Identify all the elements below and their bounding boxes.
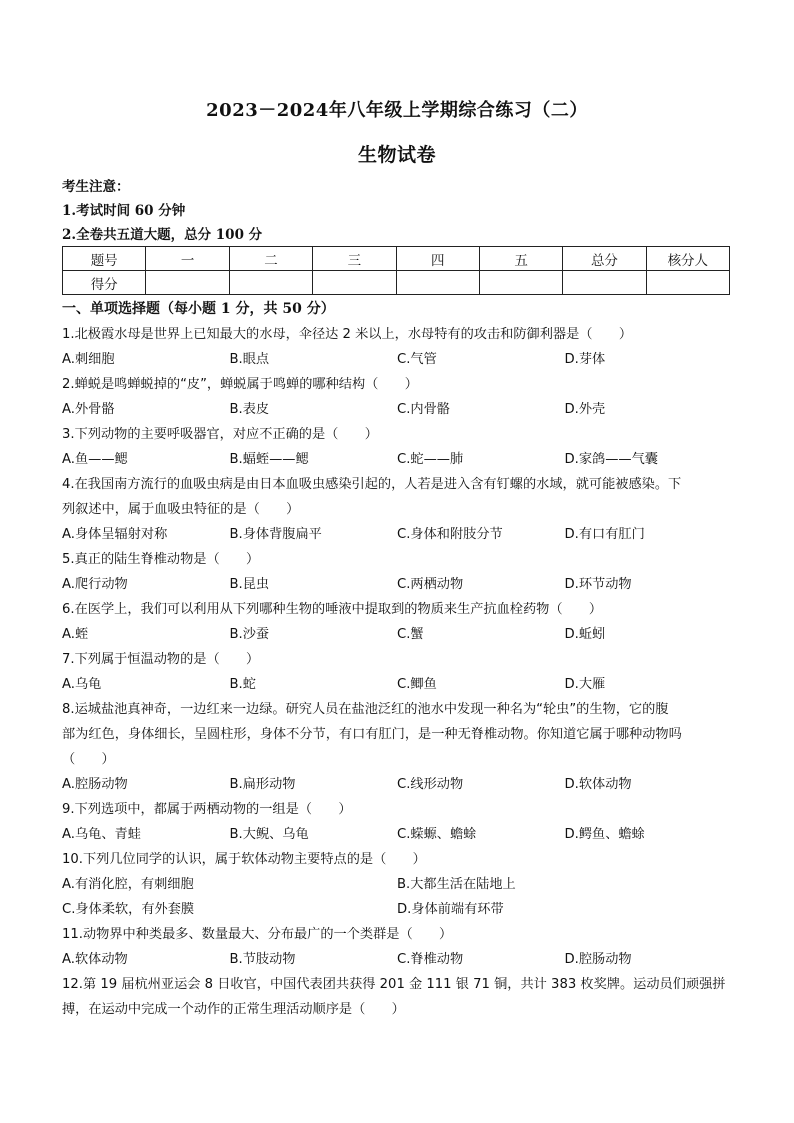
- answer-option: B.扁形动物: [229, 777, 296, 792]
- question-item: [62, 472, 732, 547]
- question-stem: 11.动物界中种类最多、数量最大、分布最广的一个类群是（ ）: [62, 927, 453, 942]
- question-item: [62, 797, 732, 847]
- answer-option: B.沙蚕: [229, 627, 270, 642]
- answer-option: C.蛇——肺: [397, 452, 464, 467]
- notes-heading: 考生注意：: [62, 179, 130, 195]
- exam-title: 2023－2024年八年级上学期综合练习（二）: [206, 100, 588, 121]
- note-total: 2.全卷共五道大题，总分 100 分: [62, 227, 263, 243]
- answer-option: D.环节动物: [564, 577, 632, 592]
- question-item: [62, 697, 732, 797]
- answer-option: B.眼点: [229, 352, 270, 367]
- score-cell: 一: [146, 247, 229, 271]
- score-table: [62, 246, 730, 295]
- question-item: [62, 322, 732, 372]
- option-row: [62, 672, 732, 697]
- answer-option: A.乌龟、青蛙: [62, 827, 141, 842]
- question-item: [62, 597, 732, 647]
- question-item: [62, 847, 732, 922]
- exam-notes: [62, 175, 742, 247]
- question-item: [62, 547, 732, 597]
- answer-option: A.乌龟: [62, 677, 102, 692]
- option-row: [62, 822, 732, 847]
- score-cell: [563, 271, 646, 295]
- question-stem: 7.下列属于恒温动物的是（ ）: [62, 652, 260, 667]
- answer-option: C.两栖动物: [397, 577, 464, 592]
- score-cell: 总分: [563, 247, 646, 271]
- exam-subtitle: 生物试卷: [357, 144, 436, 166]
- question-stem: 3.下列动物的主要呼吸器官，对应不正确的是（ ）: [62, 427, 378, 442]
- score-cell: 五: [479, 247, 562, 271]
- question-list: [62, 322, 732, 1022]
- option-row: [62, 622, 732, 647]
- option-row: [62, 947, 732, 972]
- score-header-row: [63, 247, 730, 271]
- question-stem: 搏，在运动中完成一个动作的正常生理活动顺序是（ ）: [62, 1002, 405, 1017]
- question-stem: 10.下列几位同学的认识，属于软体动物主要特点的是（ ）: [62, 852, 426, 867]
- question-stem: 4.在我国南方流行的血吸虫病是由日本血吸虫感染引起的，人若是进入含有钉螺的水域，就可能被感染。下: [62, 477, 682, 492]
- option-row: [62, 872, 732, 897]
- answer-option: A.鱼——鳃: [62, 452, 128, 467]
- question-stem: （ ）: [62, 752, 115, 767]
- score-cell: [479, 271, 562, 295]
- score-value-row: [63, 271, 730, 295]
- answer-option: B.蛇: [229, 677, 256, 692]
- answer-option: A.刺细胞: [62, 352, 115, 367]
- question-item: [62, 422, 732, 472]
- question-stem: 12.第 19 届杭州亚运会 8 日收官，中国代表团共获得 201 金 111 银 71 铜，共计 383 枚奖牌。运动员们顽强拼: [62, 977, 726, 992]
- answer-option: B.身体背腹扁平: [229, 527, 322, 542]
- question-stem: 部为红色，身体细长，呈圆柱形，身体不分节，有口有肛门，是一种无脊椎动物。你知道它属于哪种动物吗: [62, 727, 682, 742]
- answer-option: A.腔肠动物: [62, 777, 128, 792]
- answer-option: B.节肢动物: [229, 952, 296, 967]
- answer-option: B.蝠蛭——鳃: [229, 452, 309, 467]
- question-item: [62, 372, 732, 422]
- question-stem: 6.在医学上，我们可以利用从下列哪种生物的唾液中提取到的物质来生产抗血栓药物（ ）: [62, 602, 603, 617]
- question-stem: 9.下列选项中，都属于两栖动物的一组是（ ）: [62, 802, 352, 817]
- answer-option: C.鲫鱼: [397, 677, 437, 692]
- option-row: [62, 347, 732, 372]
- score-cell: 题号: [63, 247, 146, 271]
- answer-option: D.身体前端有环带: [397, 902, 504, 917]
- score-cell: 得分: [63, 271, 146, 295]
- question-stem: 8.运城盐池真神奇，一边红来一边绿。研究人员在盐池泛红的池水中发现一种名为“轮虫”的生物，它的腹: [62, 702, 669, 717]
- answer-option: A.蛭: [62, 627, 89, 642]
- score-cell: 核分人: [646, 247, 729, 271]
- answer-option: B.大鲵、乌龟: [229, 827, 309, 842]
- option-row: [62, 447, 732, 472]
- answer-option: B.昆虫: [229, 577, 270, 592]
- section-heading-choice: 一、单项选择题（每小题 1 分，共 50 分）: [62, 301, 335, 317]
- question-stem: 2.蝉蜕是鸣蝉蜕掉的“皮”，蝉蜕属于鸣蝉的哪种结构（ ）: [62, 377, 418, 392]
- option-row: [62, 522, 732, 547]
- answer-option: D.软体动物: [564, 777, 632, 792]
- option-row: [62, 397, 732, 422]
- answer-option: C.身体柔软，有外套膜: [62, 902, 195, 917]
- score-cell: [229, 271, 312, 295]
- question-item: [62, 972, 732, 1022]
- score-cell: [313, 271, 396, 295]
- answer-option: C.蟹: [397, 627, 424, 642]
- answer-option: C.线形动物: [397, 777, 464, 792]
- answer-option: A.爬行动物: [62, 577, 128, 592]
- answer-option: C.脊椎动物: [397, 952, 464, 967]
- answer-option: B.表皮: [229, 402, 270, 417]
- answer-option: A.软体动物: [62, 952, 128, 967]
- answer-option: D.大雁: [564, 677, 606, 692]
- answer-option: D.鳄鱼、蟾蜍: [564, 827, 645, 842]
- question-stem: 列叙述中，属于血吸虫特征的是（ ）: [62, 502, 300, 517]
- answer-option: C.内骨骼: [397, 402, 450, 417]
- answer-option: A.有消化腔，有刺细胞: [62, 877, 194, 892]
- option-row: [62, 897, 732, 922]
- answer-option: C.蝾螈、蟾蜍: [397, 827, 477, 842]
- option-row: [62, 572, 732, 597]
- answer-option: D.家鸽——气囊: [564, 452, 658, 467]
- score-cell: 二: [229, 247, 312, 271]
- answer-option: B.大都生活在陆地上: [397, 877, 516, 892]
- answer-option: D.有口有肛门: [564, 527, 645, 542]
- score-cell: 三: [313, 247, 396, 271]
- answer-option: D.芽体: [564, 352, 606, 367]
- answer-option: C.气管: [397, 352, 437, 367]
- answer-option: D.蚯蚓: [564, 627, 606, 642]
- answer-option: D.外壳: [564, 402, 606, 417]
- question-item: [62, 647, 732, 697]
- score-cell: 四: [396, 247, 479, 271]
- option-row: [62, 772, 732, 797]
- answer-option: A.外骨骼: [62, 402, 115, 417]
- answer-option: A.身体呈辐射对称: [62, 527, 168, 542]
- answer-option: D.腔肠动物: [564, 952, 632, 967]
- score-cell: [646, 271, 729, 295]
- question-stem: 5.真正的陆生脊椎动物是（ ）: [62, 552, 260, 567]
- question-stem: 1.北极霞水母是世界上已知最大的水母，伞径达 2 米以上，水母特有的攻击和防御利器是（ ）: [62, 327, 633, 342]
- note-time: 1.考试时间 60 分钟: [62, 203, 186, 219]
- score-cell: [146, 271, 229, 295]
- score-cell: [396, 271, 479, 295]
- question-item: [62, 922, 732, 972]
- answer-option: C.身体和附肢分节: [397, 527, 503, 542]
